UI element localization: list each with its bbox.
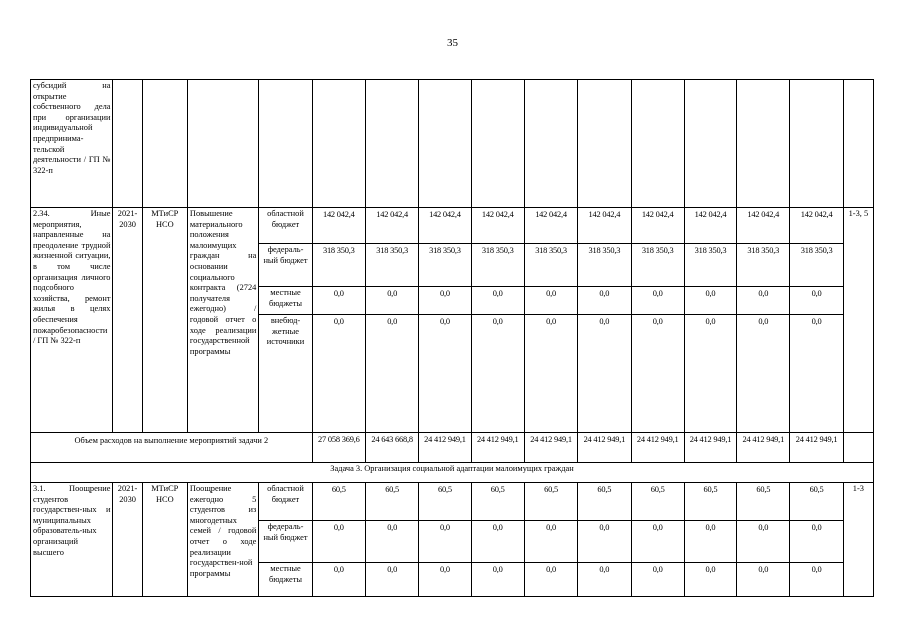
total-value-cell: 24 412 949,1	[471, 433, 524, 463]
value-cell: 0,0	[471, 315, 524, 433]
item-3-1-executor: МТиСР НСО	[142, 483, 187, 597]
value-cell: 142 042,4	[524, 208, 577, 244]
value-cell: 0,0	[631, 287, 684, 315]
value-cell: 142 042,4	[684, 208, 736, 244]
budget-label: федераль-ный бюджет	[259, 521, 312, 563]
value-cell: 60,5	[312, 483, 365, 521]
value-cell: 0,0	[684, 315, 736, 433]
value-cell: 0,0	[471, 287, 524, 315]
value-cell: 142 042,4	[631, 208, 684, 244]
page-number: 35	[447, 37, 458, 49]
value-cell: 60,5	[737, 483, 790, 521]
budget-label: областной бюджет	[259, 483, 312, 521]
value-cell: 0,0	[365, 315, 418, 433]
value-cell: 0,0	[312, 315, 365, 433]
value-cell: 0,0	[471, 521, 524, 563]
budget-label: областной бюджет	[259, 208, 312, 244]
value-cell: 0,0	[419, 521, 471, 563]
budget-label: внебюд-жетные источники	[259, 315, 312, 433]
value-cell: 318 350,3	[471, 244, 524, 287]
value-cell: 0,0	[578, 287, 631, 315]
value-cell: 0,0	[684, 521, 736, 563]
value-cell: 0,0	[312, 287, 365, 315]
value-cell: 142 042,4	[312, 208, 365, 244]
total-task-2-label: Объем расходов на выполнение мероприятий задачи 2	[31, 433, 313, 463]
value-cell: 60,5	[684, 483, 736, 521]
value-cell: 142 042,4	[365, 208, 418, 244]
value-cell: 0,0	[419, 315, 471, 433]
value-cell: 0,0	[790, 315, 843, 433]
item-2-34-years: 2021-2030	[113, 208, 142, 433]
value-cell: 0,0	[524, 287, 577, 315]
total-value-cell: 24 412 949,1	[419, 433, 471, 463]
value-cell: 318 350,3	[524, 244, 577, 287]
item-2-34-executor: МТиСР НСО	[142, 208, 187, 433]
value-cell: 0,0	[684, 563, 736, 597]
budget-label: местные бюджеты	[259, 287, 312, 315]
value-cell: 318 350,3	[365, 244, 418, 287]
value-cell: 0,0	[631, 521, 684, 563]
value-cell: 60,5	[578, 483, 631, 521]
value-cell: 0,0	[578, 315, 631, 433]
value-cell: 0,0	[524, 563, 577, 597]
budget-label: федераль-ный бюджет	[259, 244, 312, 287]
value-cell: 0,0	[578, 521, 631, 563]
value-cell: 0,0	[790, 521, 843, 563]
total-value-cell: 24 412 949,1	[631, 433, 684, 463]
value-cell: 0,0	[365, 287, 418, 315]
value-cell: 0,0	[578, 563, 631, 597]
value-cell: 318 350,3	[578, 244, 631, 287]
total-value-cell: 27 058 369,6	[312, 433, 365, 463]
value-cell: 318 350,3	[790, 244, 843, 287]
value-cell: 0,0	[737, 315, 790, 433]
total-value-cell: 24 412 949,1	[578, 433, 631, 463]
item-3-1-years: 2021-2030	[113, 483, 142, 597]
task-3-header-row	[31, 463, 874, 483]
value-cell: 0,0	[524, 315, 577, 433]
value-cell: 0,0	[737, 563, 790, 597]
item-3-1-indicator: Поощрение ежегодно 5 студентов из многодетных семей / годовой отчет о ходе реализации государствен-ной программы	[187, 483, 258, 597]
item-2-34-indicator: Повышение материального положения малоимущих граждан на основании социального контракта (2724 получателя ежегодно) / годовой отчет о ходе реализации государственной программы	[187, 208, 258, 433]
total-value-cell: 24 412 949,1	[790, 433, 843, 463]
value-cell: 60,5	[790, 483, 843, 521]
budget-label: местные бюджеты	[259, 563, 312, 597]
value-cell: 142 042,4	[578, 208, 631, 244]
value-cell: 0,0	[737, 287, 790, 315]
value-cell: 0,0	[365, 521, 418, 563]
value-cell: 60,5	[419, 483, 471, 521]
value-cell: 318 350,3	[684, 244, 736, 287]
value-cell: 318 350,3	[737, 244, 790, 287]
item-2-34-row-regional	[31, 208, 874, 244]
value-cell: 0,0	[737, 521, 790, 563]
value-cell: 0,0	[312, 521, 365, 563]
item-2-34-name: 2.34. Иные мероприятия, направленные на преодоление трудной жизненной ситуации, в том числе организация личного подсобного хозяйства, ремонт жилья в целях обеспечения пожаробезопасности / ГП № 322-п	[31, 208, 113, 433]
value-cell: 0,0	[684, 287, 736, 315]
value-cell: 60,5	[471, 483, 524, 521]
value-cell: 0,0	[631, 315, 684, 433]
value-cell: 0,0	[631, 563, 684, 597]
total-value-cell: 24 412 949,1	[524, 433, 577, 463]
item-3-1-tasks: 1-3	[843, 483, 873, 597]
value-cell: 0,0	[524, 521, 577, 563]
value-cell: 142 042,4	[419, 208, 471, 244]
item-2-34-tasks: 1-3, 5	[843, 208, 873, 433]
program-table	[30, 79, 874, 597]
total-task-2-row	[31, 433, 874, 463]
item-3-1-row-regional	[31, 483, 874, 521]
total-value-cell: 24 412 949,1	[737, 433, 790, 463]
value-cell: 0,0	[790, 563, 843, 597]
value-cell: 0,0	[312, 563, 365, 597]
value-cell: 0,0	[790, 287, 843, 315]
value-cell: 0,0	[419, 287, 471, 315]
value-cell: 142 042,4	[471, 208, 524, 244]
value-cell: 60,5	[631, 483, 684, 521]
value-cell: 0,0	[365, 563, 418, 597]
total-value-cell: 24 643 668,8	[365, 433, 418, 463]
item-3-1-name: 3.1. Поощрение студентов государствен-ных и муниципальных образователь-ных организаций высшего	[31, 483, 113, 597]
continuation-name: субсидий на открытие собственного дела при организации индивидуальной предпринима-тельской деятельности / ГП № 322-п	[31, 80, 113, 208]
value-cell: 0,0	[419, 563, 471, 597]
total-value-cell: 24 412 949,1	[684, 433, 736, 463]
value-cell: 318 350,3	[312, 244, 365, 287]
continuation-row	[31, 80, 874, 208]
value-cell: 318 350,3	[419, 244, 471, 287]
value-cell: 60,5	[524, 483, 577, 521]
value-cell: 142 042,4	[790, 208, 843, 244]
value-cell: 318 350,3	[631, 244, 684, 287]
value-cell: 60,5	[365, 483, 418, 521]
task-3-title: Задача 3. Организация социальной адаптации малоимущих граждан	[31, 463, 874, 483]
value-cell: 142 042,4	[737, 208, 790, 244]
value-cell: 0,0	[471, 563, 524, 597]
